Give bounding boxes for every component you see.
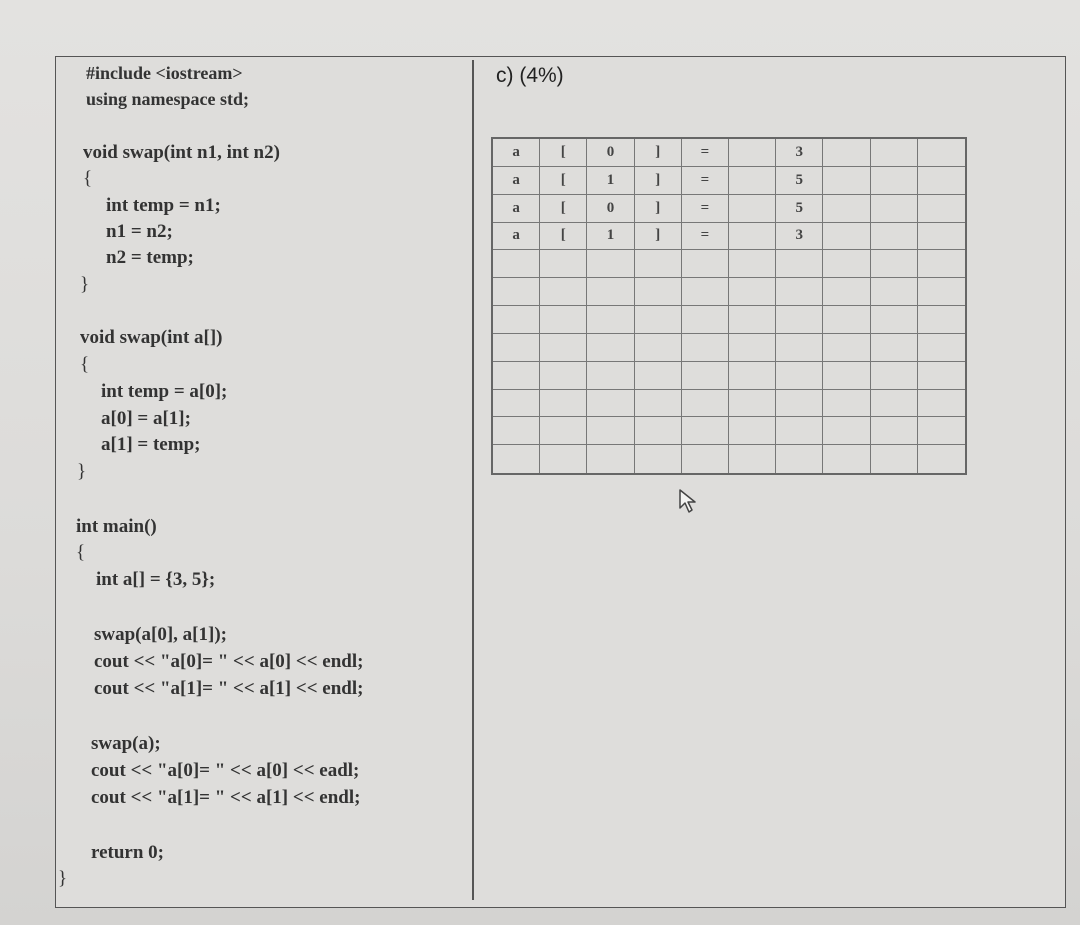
mouse-cursor-icon [677,488,699,514]
grid-cell: [ [540,139,587,167]
grid-cell: 1 [587,223,634,251]
grid-cell [587,445,634,473]
grid-cell [729,250,776,278]
code-line: a[0] = a[1]; [101,408,191,429]
grid-cell [823,417,870,445]
code-line: void swap(int a[]) [80,327,223,348]
grid-cell [729,362,776,390]
code-line: n1 = n2; [106,221,173,242]
grid-cell: 1 [587,167,634,195]
grid-cell [540,362,587,390]
grid-cell [493,362,540,390]
grid-cell [635,390,682,418]
grid-cell [729,390,776,418]
grid-cell [871,306,918,334]
grid-cell [682,362,729,390]
grid-cell [918,167,965,195]
grid-cell [587,390,634,418]
code-line: { [83,168,93,189]
grid-cell: ] [635,139,682,167]
grid-cell: 0 [587,139,634,167]
grid-cell: 0 [587,195,634,223]
grid-cell: [ [540,167,587,195]
grid-cell [682,390,729,418]
grid-cell: ] [635,223,682,251]
grid-cell [871,278,918,306]
grid-cell: 5 [776,167,823,195]
grid-cell [918,278,965,306]
grid-cell [729,195,776,223]
grid-cell [540,250,587,278]
grid-cell [776,417,823,445]
grid-cell [635,278,682,306]
code-line: int a[] = {3, 5}; [96,569,216,590]
grid-cell [823,223,870,251]
code-line: cout << "a[0]= " << a[0] << eadl; [91,760,360,781]
grid-cell [493,417,540,445]
grid-cell: = [682,167,729,195]
grid-cell [493,306,540,334]
grid-cell [776,445,823,473]
grid-cell [823,167,870,195]
grid-cell [918,139,965,167]
column-divider [472,60,474,900]
question-label: c) (4%) [496,64,564,87]
grid-cell [587,362,634,390]
grid-cell [540,390,587,418]
grid-cell [635,250,682,278]
grid-cell [682,306,729,334]
code-line: } [58,868,68,889]
code-line: { [80,354,90,375]
grid-cell [918,223,965,251]
grid-cell [635,306,682,334]
grid-cell [682,250,729,278]
grid-cell [918,250,965,278]
grid-cell: ] [635,167,682,195]
grid-cell [729,167,776,195]
grid-cell [871,334,918,362]
grid-cell [823,445,870,473]
grid-cell: a [493,139,540,167]
grid-cell [729,278,776,306]
code-line: int temp = a[0]; [101,381,228,402]
grid-cell [493,278,540,306]
grid-cell: 3 [776,139,823,167]
code-line: a[1] = temp; [101,434,201,455]
grid-cell [587,278,634,306]
grid-cell: = [682,195,729,223]
code-line: } [77,461,87,482]
grid-cell [871,390,918,418]
grid-cell [729,417,776,445]
grid-cell [729,223,776,251]
code-line: void swap(int n1, int n2) [83,142,280,163]
grid-cell [587,417,634,445]
grid-cell [918,390,965,418]
grid-cell [493,445,540,473]
grid-cell [871,195,918,223]
code-line: swap(a); [91,733,161,754]
grid-cell: a [493,223,540,251]
grid-cell [540,334,587,362]
grid-cell [871,445,918,473]
grid-cell [918,362,965,390]
grid-cell [776,334,823,362]
grid-cell [871,223,918,251]
grid-cell [540,445,587,473]
grid-cell [871,417,918,445]
code-line: cout << "a[0]= " << a[0] << endl; [94,651,364,672]
grid-cell [871,250,918,278]
grid-cell: = [682,139,729,167]
grid-cell: 5 [776,195,823,223]
code-line: } [80,274,90,295]
code-line: #include <iostream> [86,63,243,83]
grid-cell [587,334,634,362]
grid-cell [540,417,587,445]
grid-cell [823,139,870,167]
grid-cell [871,362,918,390]
grid-cell [540,306,587,334]
grid-cell [871,139,918,167]
grid-cell [871,167,918,195]
grid-cell [918,417,965,445]
code-line: { [76,542,86,563]
grid-cell [918,195,965,223]
grid-cell [682,334,729,362]
grid-cell [918,445,965,473]
grid-cell [918,306,965,334]
grid-cell [918,334,965,362]
grid-cell [682,278,729,306]
grid-cell [823,390,870,418]
grid-cell [776,390,823,418]
grid-cell: = [682,223,729,251]
grid-cell [635,362,682,390]
grid-cell: a [493,167,540,195]
code-line: int main() [76,516,157,537]
grid-cell: 3 [776,223,823,251]
grid-cell [493,250,540,278]
grid-cell [729,334,776,362]
grid-cell [635,445,682,473]
grid-cell: [ [540,223,587,251]
code-line: using namespace std; [86,89,250,109]
grid-cell: ] [635,195,682,223]
answer-grid [491,137,967,475]
code-line: return 0; [91,842,164,863]
grid-cell [823,195,870,223]
grid-cell: a [493,195,540,223]
grid-cell [729,139,776,167]
grid-cell [823,334,870,362]
grid-cell: [ [540,195,587,223]
grid-cell [823,250,870,278]
code-line: int temp = n1; [106,195,221,216]
grid-cell [823,306,870,334]
grid-cell [635,417,682,445]
code-line: swap(a[0], a[1]); [94,624,227,645]
grid-cell [776,306,823,334]
grid-cell [493,334,540,362]
grid-cell [587,250,634,278]
code-line: cout << "a[1]= " << a[1] << endl; [94,678,364,699]
code-line: cout << "a[1]= " << a[1] << endl; [91,787,361,808]
grid-cell [729,306,776,334]
grid-cell [776,278,823,306]
grid-cell [635,334,682,362]
grid-cell [823,278,870,306]
grid-cell [729,445,776,473]
grid-cell [682,445,729,473]
grid-cell [776,250,823,278]
grid-cell [682,417,729,445]
code-line: n2 = temp; [106,247,194,268]
grid-cell [776,362,823,390]
grid-cell [823,362,870,390]
grid-cell [587,306,634,334]
grid-cell [540,278,587,306]
grid-cell [493,390,540,418]
